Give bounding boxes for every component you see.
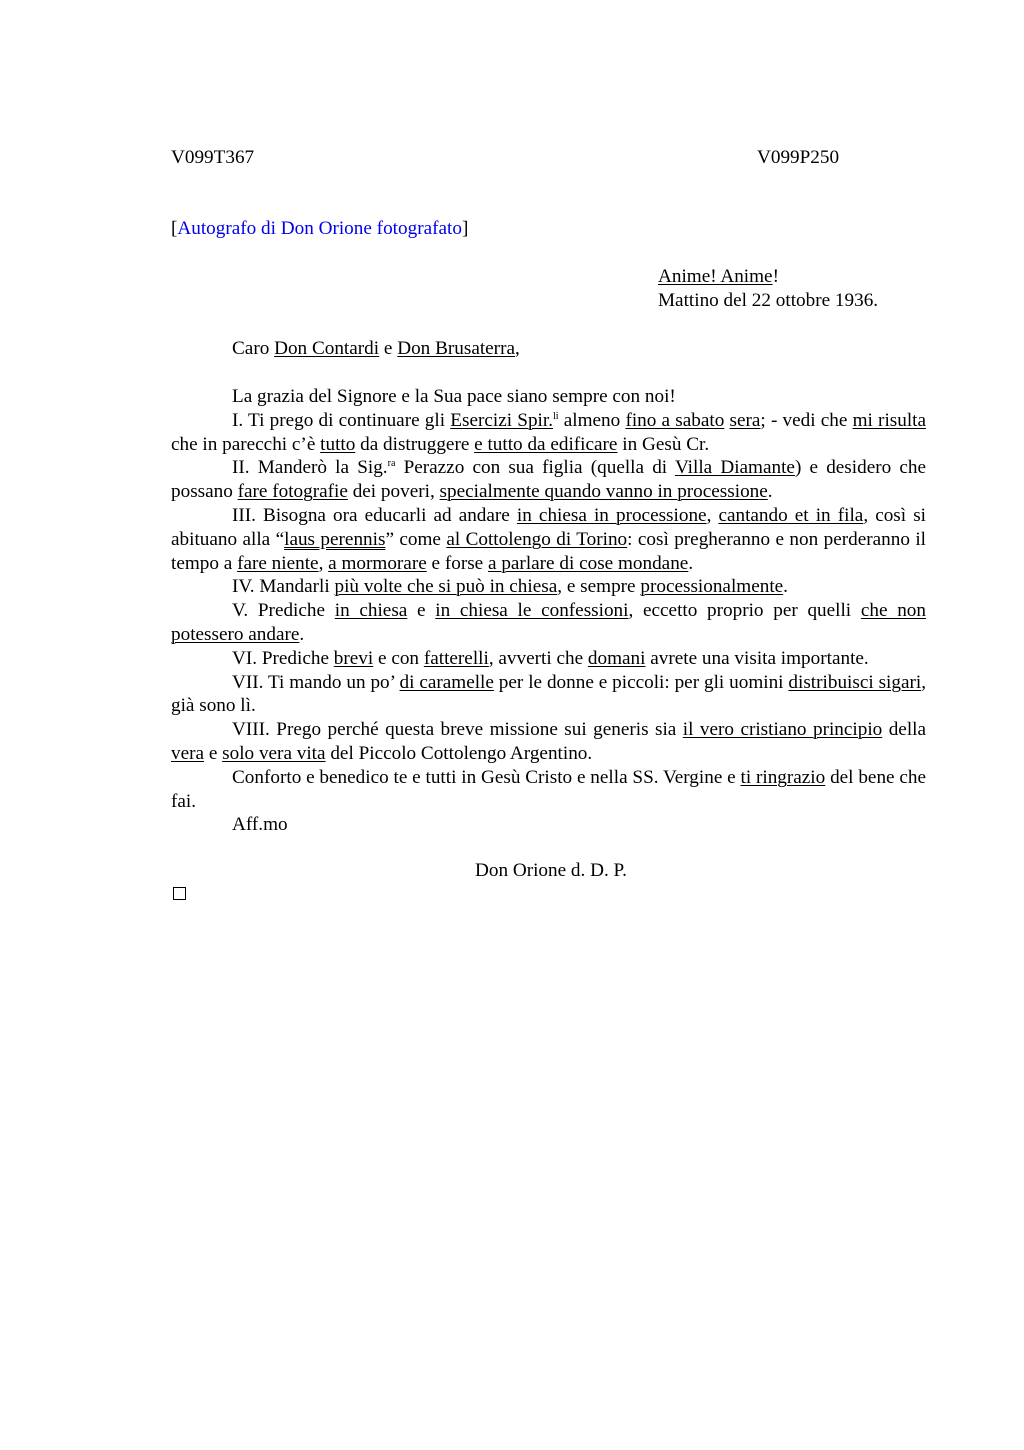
paragraph-vi: VI. Prediche brevi e con fatterelli, avverti che domani avrete una visita importante. [232, 647, 869, 669]
document-code-left: V099T367 [171, 147, 255, 168]
salutation-text: Caro [232, 338, 275, 359]
recipient-brusaterra: Don Brusaterra [397, 338, 515, 359]
signature: Don Orione d. D. P. [475, 860, 627, 881]
paragraph-i: I. Ti prego di continuare gli Esercizi Spir.$^{li}$ almeno fino a sabato sera; - vedi che mi risulta che in parecchi c’è tutto da distruggere e tutto da edificare in Gesù Cr. [171, 409, 927, 455]
salutation-text: e [379, 338, 398, 359]
bracket-close: ] [461, 218, 469, 239]
document-code-right: V099P250 [757, 147, 840, 168]
paragraph-viii: VIII. Prego perché questa breve missione sui generis sia il vero cristiano principio della vera e solo vera vita del Piccolo Cottolengo Argentino. [171, 719, 926, 764]
closing: Aff.mo [232, 814, 288, 836]
bracket-open: [ [171, 218, 178, 239]
paragraph-iv: IV. Mandarli più volte che si può in chiesa, e sempre processionalmente. [232, 576, 788, 598]
letter-body [171, 385, 926, 837]
empty-checkbox-icon [173, 887, 186, 900]
paragraph-iii: III. Bisogna ora educarli ad andare in chiesa in processione, cantando et in fila, così si abituano alla “laus perennis” come al Cottolengo di Torino: così pregheranno e non perderanno il tempo a fare niente, a mormorare e forse a parlare di cose mondane. [171, 504, 926, 574]
paragraph-v: V. Prediche in chiesa e in chiesa le confessioni, eccetto proprio per quelli che non potessero andare. [171, 600, 926, 645]
heading-exclamation [658, 265, 779, 289]
paragraph-ii: II. Manderò la Sig.$^{ra}$ Perazzo con sua figlia (quella di Villa Diamante) e desidero che possano fare fotografie dei poveri, specialmente quando vanno in processione. [171, 457, 926, 503]
paragraph-blessing: Conforto e benedico te e tutti in Gesù Cristo e nella SS. Vergine e ti ringrazio del bene che fai. [171, 766, 926, 812]
paragraph-vii: VII. Ti mando un po’ di caramelle per le donne e piccoli: per gli uomini distribuisci sigari, già sono lì. [171, 671, 927, 717]
recipient-contardi: Don Contardi [274, 338, 380, 359]
letter-date: Mattino del 22 ottobre 1936. [658, 290, 879, 311]
greeting-paragraph: La grazia del Signore e la Sua pace siano sempre con noi! [232, 386, 676, 407]
autograph-link[interactable]: Autografo di Don Orione fotografato [177, 218, 462, 239]
heading-exclaim-mark: ! [772, 266, 779, 287]
salutation [232, 337, 520, 361]
salutation-text: , [514, 338, 520, 359]
heading-anime: Anime! Anime [658, 266, 773, 287]
autograph-note [171, 217, 468, 241]
